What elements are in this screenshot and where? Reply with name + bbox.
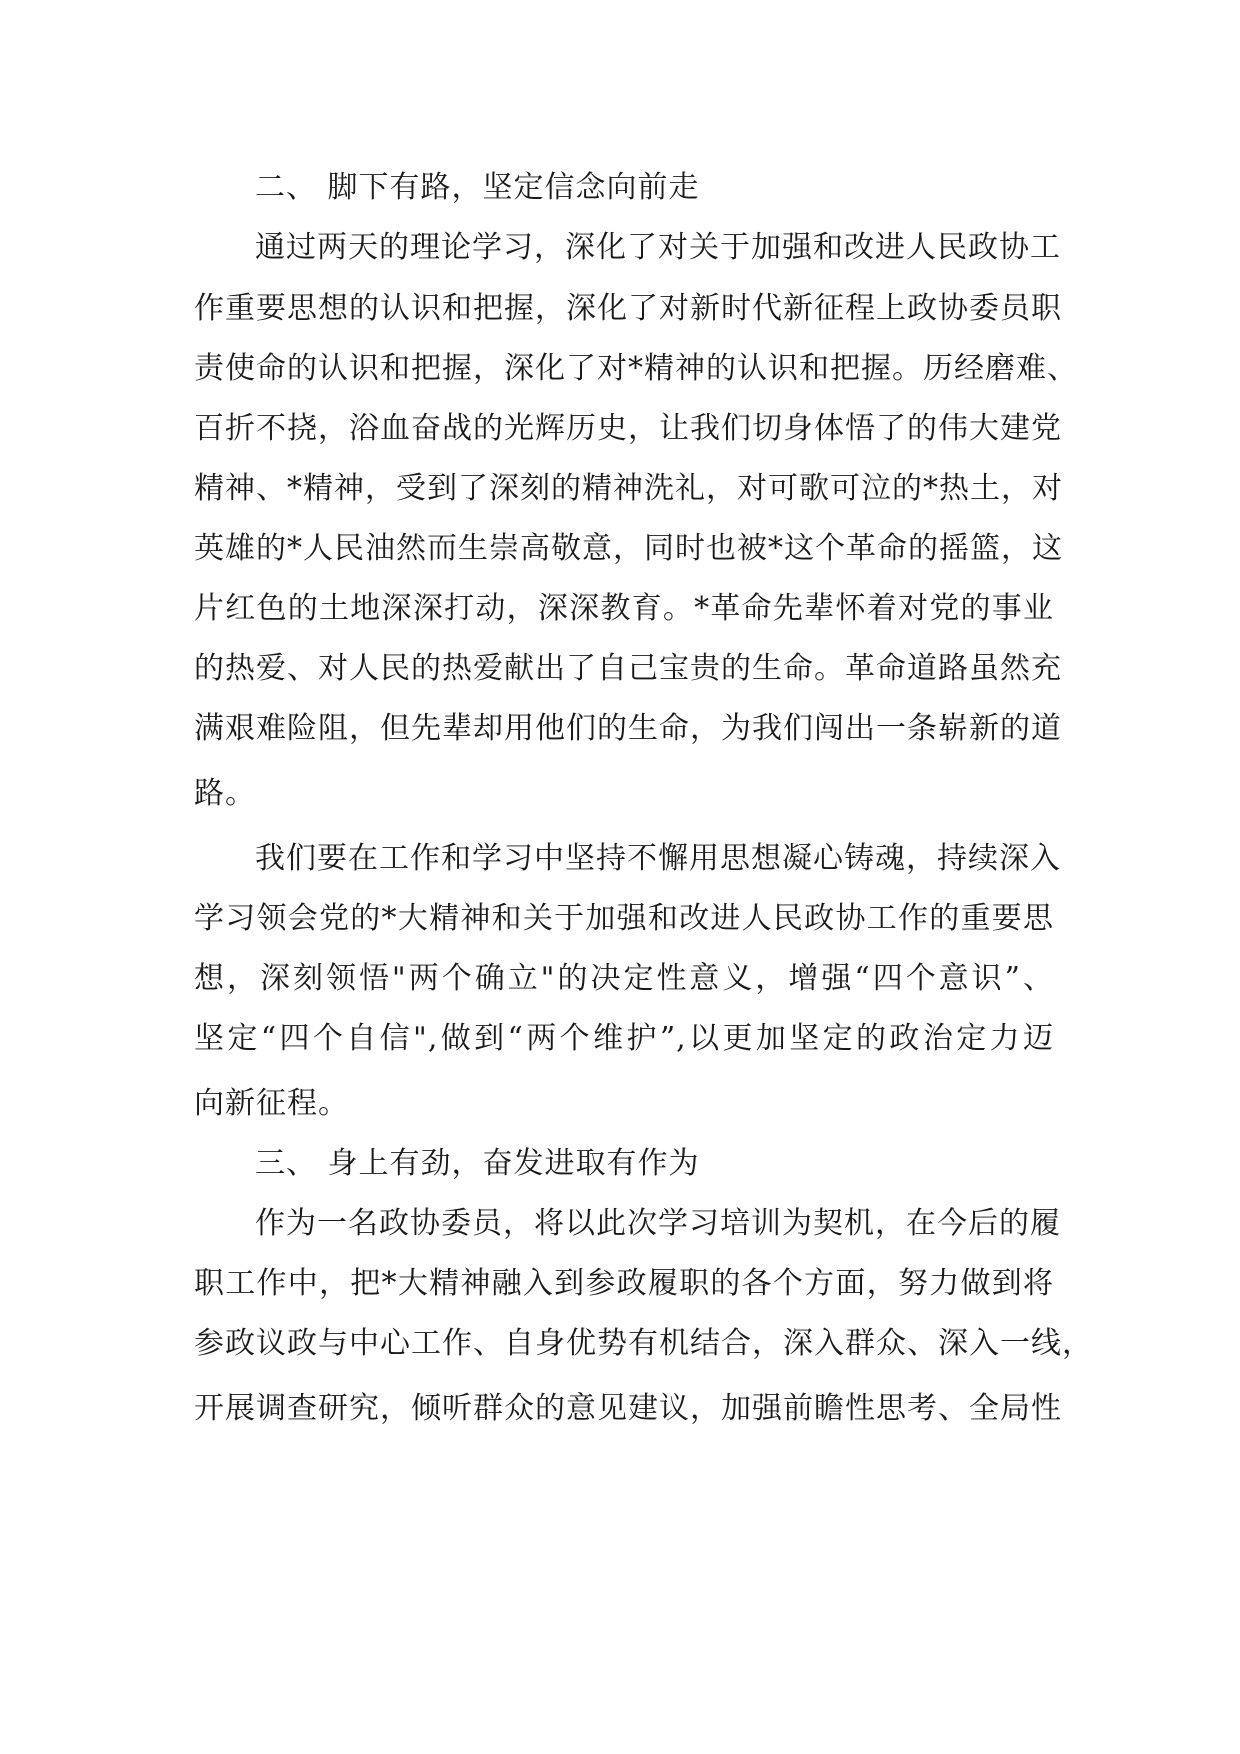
paragraph-line: 路。: [194, 776, 256, 811]
paragraph-line: 精神、*精神，受到了深刻的精神洗礼，对可歌可泣的*热土，对: [194, 471, 1063, 506]
paragraph-line: 责使命的认识和把握，深化了对*精神的认识和把握。历经磨难、: [194, 351, 1078, 386]
paragraph-line: 想，深刻领悟"两个确立"的决定性意义，增强“四个意识”、: [194, 961, 1054, 996]
paragraph-line: 职工作中，把*大精神融入到参政履职的各个方面，努力做到将: [194, 1266, 1054, 1301]
paragraph-line: 满艰难险阻，但先辈却用他们的生命，为我们闯出一条崭新的道: [194, 711, 1062, 746]
paragraph-line: 百折不挠，浴血奋战的光辉历史，让我们切身体悟了的伟大建党: [194, 411, 1062, 446]
paragraph-line: 作为一名政协委员，将以此次学习培训为契机，在今后的履: [255, 1206, 1061, 1241]
section-heading-3: 三、 身上有劲，奋发进取有作为: [255, 1146, 700, 1181]
paragraph-line: 片红色的土地深深打动，深深教育。*革命先辈怀着对党的事业: [194, 591, 1054, 626]
paragraph-line: 向新征程。: [194, 1086, 349, 1121]
paragraph-line: 英雄的*人民油然而生崇高敬意，同时也被*这个革命的摇篮，这: [194, 531, 1063, 566]
paragraph-line: 的热爱、对人民的热爱献出了自己宝贵的生命。革命道路虽然充: [194, 651, 1062, 686]
paragraph-line: 我们要在工作和学习中坚持不懈用思想凝心铸魂，持续深入: [255, 841, 1061, 876]
section-heading-2: 二、 脚下有路，坚定信念向前走: [255, 170, 700, 205]
paragraph-line: 坚定“四个自信",做到“两个维护”,以更加坚定的政治定力迈: [194, 1021, 1054, 1056]
paragraph-line: 参政议政与中心工作、自身优势有机结合，深入群众、深入一线，: [194, 1326, 1093, 1361]
paragraph-line: 学习领会党的*大精神和关于加强和改进人民政协工作的重要思: [194, 901, 1054, 936]
paragraph-line: 作重要思想的认识和把握，深化了对新时代新征程上政协委员职: [194, 291, 1062, 326]
paragraph-line: 开展调查研究，倾听群众的意见建议，加强前瞻性思考、全局性: [194, 1391, 1062, 1426]
paragraph-line: 通过两天的理论学习，深化了对关于加强和改进人民政协工: [255, 230, 1061, 265]
